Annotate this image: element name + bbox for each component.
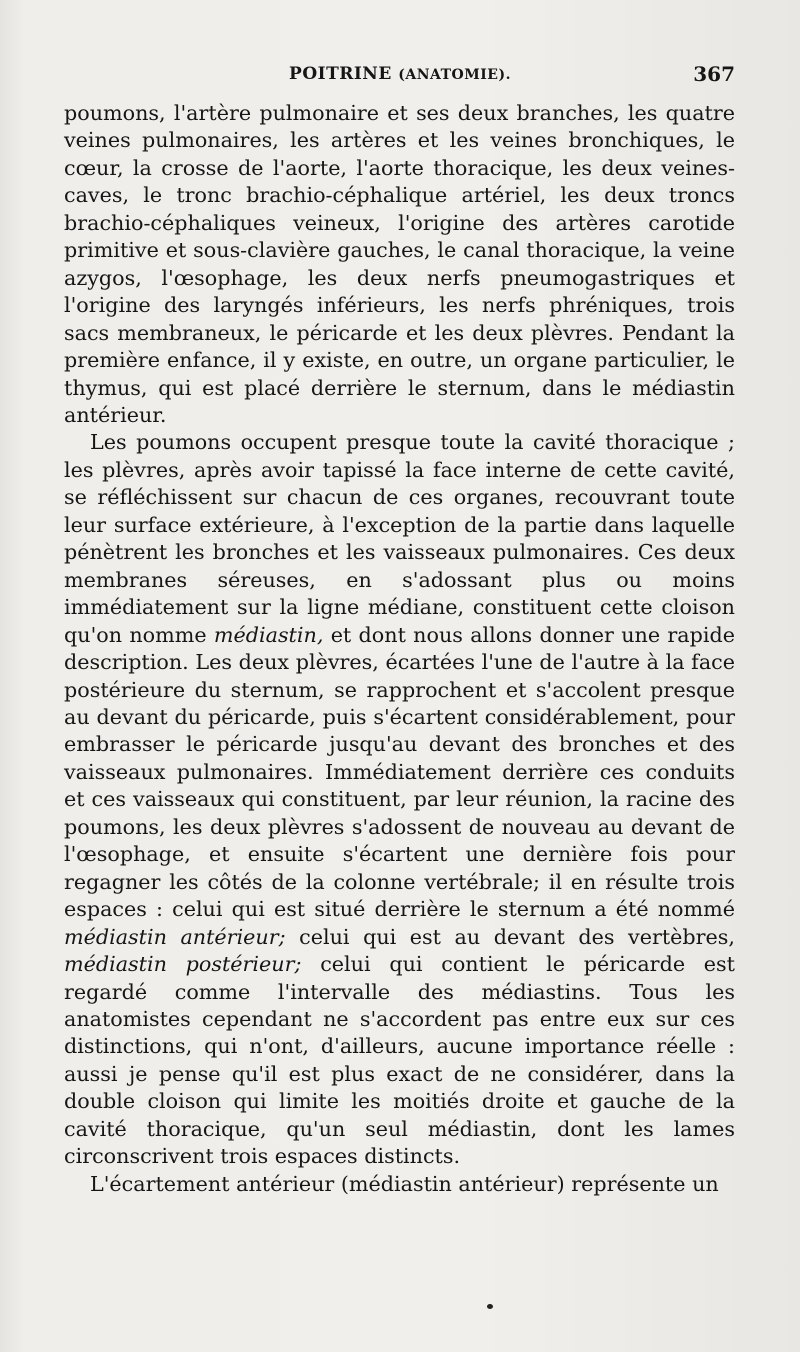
text-segment: L'écartement antérieur (médiastin antérieur) représente un xyxy=(90,1171,719,1196)
running-head-subtitle: (ANATOMIE). xyxy=(398,67,511,83)
text-segment: celui qui est au devant des vertèbres, xyxy=(285,924,735,949)
text-segment: celui qui contient le péricarde est regardé comme l'intervalle des médiastins. Tous les anatomistes cependant ne s'accordent pas entre eux sur ces distinctions, qui n'ont, d'ailleurs, aucune importance réelle : aussi je pense qu'il est plus exact de ne considérer, dans la double cloison qui limite les moitiés droite et gauche de la cavité thoracique, qu'un seul médiastin, dont les lames circonscrivent trois espaces distincts. xyxy=(64,952,735,1169)
paragraph-mediastin xyxy=(64,429,735,1170)
running-head-title: POITRINE xyxy=(289,64,392,84)
text-segment: poumons, l'artère pulmonaire et ses deux branches, les quatre veines pulmonaires, les artères et les veines bronchiques, le cœur, la crosse de l'aorte, l'aorte thoracique, les deux veines-caves, le tronc brachio-céphalique artériel, les deux troncs brachio-céphaliques veineux, l'origine des artères carotide primitive et sous-clavière gauches, le canal thoracique, la veine azygos, l'œsophage, les deux nerfs pneumogastriques et l'origine des laryngés inférieurs, les nerfs phréniques, trois sacs membraneux, le péricarde et les deux plèvres. Pendant la première enfance, il y existe, en outre, un organe particulier, le thymus, qui est placé derrière le sternum, dans le médiastin antérieur. xyxy=(64,101,735,427)
running-head xyxy=(65,64,735,84)
paragraph-ecartement xyxy=(64,1171,735,1198)
italic-term: médiastin antérieur; xyxy=(64,924,286,949)
body-text xyxy=(64,100,735,1198)
ink-speck xyxy=(487,1304,493,1309)
page-header xyxy=(65,62,735,94)
page-number: 367 xyxy=(693,62,735,86)
italic-term: médiastin postérieur; xyxy=(64,952,302,977)
italic-term: médiastin, xyxy=(213,622,324,647)
paragraph-continuation xyxy=(64,100,735,429)
text-segment: et dont nous allons donner une rapide description. Les deux plèvres, écartées l'une de l'autre à la face postérieure du sternum, se rapprochent et s'accolent presque au devant du péricarde, puis s'écartent considérablement, pour embrasser le péricarde jusqu'au devant des bronches et des vaisseaux pulmonaires. Immédiatement derrière ces conduits et ces vaisseaux qui constituent, par leur réunion, la racine des poumons, les deux plèvres s'adossent de nouveau au devant de l'œsophage, et ensuite s'écartent une dernière fois pour regagner les côtés de la colonne vertébrale; il en résulte trois espaces : celui qui est situé derrière le sternum a été nommé xyxy=(64,622,735,922)
text-segment: Les poumons occupent presque toute la cavité thoracique ; les plèvres, après avoir tapissé la face interne de cette cavité, se réfléchissent sur chacun de ces organes, recouvrant toute leur surface extérieure, à l'exception de la partie dans laquelle pénètrent les bronches et les vaisseaux pulmonaires. Ces deux membranes séreuses, en s'adossant plus ou moins immédiatement sur la ligne médiane, constituent cette cloison qu'on nomme xyxy=(64,430,735,647)
